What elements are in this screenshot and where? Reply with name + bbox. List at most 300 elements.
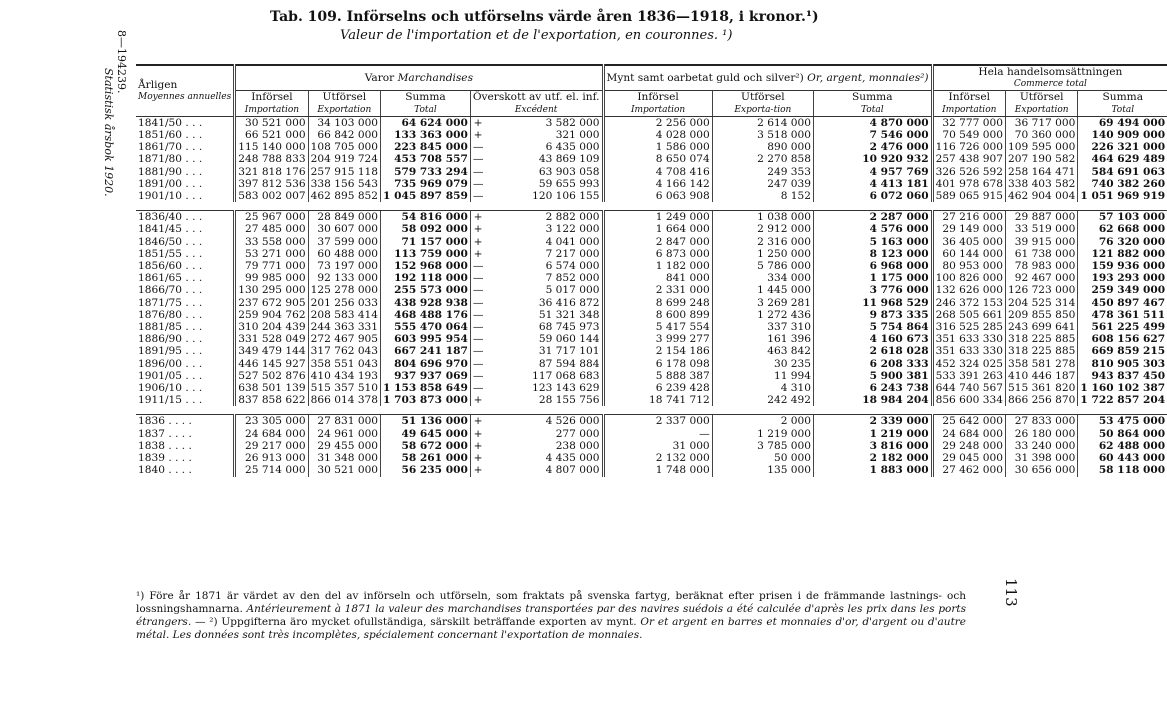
value-cell: — — [470, 345, 485, 357]
period-cell: 1901/05 . . . — [138, 369, 203, 382]
value-cell: 33 240 000 — [1005, 440, 1077, 452]
value-cell: — — [470, 153, 485, 165]
period-cell: 1837 . . . . — [138, 427, 192, 440]
value-cell: 56 235 000 — [381, 464, 471, 476]
value-cell: 555 470 064 — [381, 321, 471, 333]
value-cell: 1 883 000 — [814, 464, 933, 476]
period-cell: 1871/75 . . . — [138, 296, 203, 309]
value-cell: 453 708 557 — [381, 153, 471, 165]
period-cell: 1851/55 . . . — [138, 247, 203, 260]
table-row — [136, 272, 1167, 284]
trade-value-table — [136, 64, 1167, 477]
value-cell: — — [470, 190, 485, 202]
value-cell: 1 182 000 — [603, 260, 712, 272]
value-cell: 7 217 000 — [545, 247, 600, 260]
value-cell: 59 060 144 — [538, 333, 600, 346]
value-cell: 121 882 000 — [1078, 248, 1167, 260]
period-cell: 1866/70 . . . — [138, 284, 203, 297]
table-row — [136, 358, 1167, 370]
table-body — [136, 116, 1167, 476]
value-cell: 1 703 873 000 — [381, 394, 471, 406]
period-cell: 1871/80 . . . — [138, 153, 203, 166]
value-cell: 66 842 000 — [308, 129, 380, 141]
value-cell: 804 696 970 — [381, 358, 471, 370]
value-cell: 126 723 000 — [1005, 284, 1077, 296]
value-cell: 226 321 000 — [1078, 141, 1167, 153]
value-cell: 58 118 000 — [1078, 464, 1167, 476]
value-cell: 18 741 712 — [603, 394, 712, 406]
value-cell: 579 733 294 — [381, 166, 471, 178]
value-cell: 272 467 905 — [308, 333, 380, 345]
value-cell: 4 028 000 — [603, 129, 712, 141]
value-cell: 527 502 876 — [235, 370, 308, 382]
value-cell: 1 045 897 859 — [381, 190, 471, 202]
value-cell: 58 261 000 — [381, 452, 471, 464]
value-cell: 24 684 000 — [235, 428, 308, 440]
table-row — [136, 129, 1167, 141]
period-cell: 1841/50 . . . — [138, 116, 203, 129]
value-cell: 669 859 215 — [1078, 345, 1167, 357]
value-cell: 120 106 155 — [532, 190, 600, 203]
value-cell: 29 455 000 — [308, 440, 380, 452]
value-cell: 2 287 000 — [814, 211, 933, 224]
value-cell: 446 145 927 — [235, 358, 308, 370]
value-cell: 1 748 000 — [603, 464, 712, 476]
value-cell: 533 391 263 — [932, 370, 1005, 382]
period-cell: 1856/60 . . . — [138, 260, 203, 273]
value-cell: — — [470, 178, 485, 190]
value-cell: 31 717 101 — [538, 345, 600, 358]
value-cell: 1 051 969 919 — [1078, 190, 1167, 202]
table-row — [136, 415, 1167, 428]
value-cell: 644 740 567 — [932, 382, 1005, 394]
total-import-header: Införsel Importation — [932, 91, 1005, 116]
value-cell: 237 672 905 — [235, 297, 308, 309]
value-cell: 117 068 683 — [532, 369, 600, 382]
footnotes — [136, 590, 966, 642]
value-cell: 36 416 872 — [538, 296, 600, 309]
coin-header: Mynt samt oarbetat guld och silver²) Or, argent, monnaies²) — [603, 65, 932, 91]
value-cell: 53 475 000 — [1078, 415, 1167, 428]
value-cell: 78 983 000 — [1005, 260, 1077, 272]
value-cell: — — [470, 382, 485, 394]
value-cell: 66 521 000 — [235, 129, 308, 141]
value-cell: 29 045 000 — [932, 452, 1005, 464]
value-cell: — — [470, 272, 485, 284]
value-cell: 2 847 000 — [603, 236, 712, 248]
value-cell: 36 717 000 — [1005, 116, 1077, 129]
period-cell: 1896/00 . . . — [138, 357, 203, 370]
value-cell: + — [470, 236, 485, 248]
value-cell: 58 672 000 — [381, 440, 471, 452]
value-cell: 6 239 428 — [603, 382, 712, 394]
value-cell: 259 904 762 — [235, 309, 308, 321]
value-cell: 130 295 000 — [235, 284, 308, 296]
table-row — [136, 211, 1167, 224]
period-cell: 1851/60 . . . — [138, 129, 203, 142]
value-cell: 79 771 000 — [235, 260, 308, 272]
table-subtitle: Valeur de l'importation et de l'exportation, en couronnes. ¹) — [340, 28, 733, 43]
value-cell: 54 816 000 — [381, 211, 471, 224]
value-cell: 255 573 000 — [381, 284, 471, 296]
value-cell: 5 163 000 — [814, 236, 933, 248]
value-cell: 7 852 000 — [545, 272, 600, 285]
value-cell: 310 204 439 — [235, 321, 308, 333]
value-cell: 4 870 000 — [814, 116, 933, 129]
value-cell: 4 526 000 — [485, 415, 603, 428]
value-cell: 11 994 — [712, 370, 813, 382]
table-row — [136, 153, 1167, 165]
table-row — [136, 190, 1167, 202]
value-cell: 326 526 592 — [932, 166, 1005, 178]
value-cell: 238 000 — [555, 439, 600, 452]
value-cell: 115 140 000 — [235, 141, 308, 153]
value-cell: 358 581 278 — [1005, 358, 1077, 370]
value-cell: 242 492 — [712, 394, 813, 406]
table-row — [136, 236, 1167, 248]
value-cell: 5 017 000 — [545, 284, 600, 297]
value-cell: 608 156 627 — [1078, 333, 1167, 345]
value-cell: 2 256 000 — [603, 116, 712, 129]
value-cell: 6 063 908 — [603, 190, 712, 202]
total-sum-header: Summa Total — [1078, 91, 1167, 116]
value-cell: 8 650 074 — [603, 153, 712, 165]
value-cell: 2 882 000 — [485, 211, 603, 224]
value-cell: 208 583 414 — [308, 309, 380, 321]
value-cell: 337 310 — [712, 321, 813, 333]
goods-import-header: Införsel Importation — [235, 91, 308, 116]
value-cell: 30 521 000 — [308, 464, 380, 476]
spacer — [136, 406, 1167, 415]
value-cell: 331 528 049 — [235, 333, 308, 345]
value-cell: 937 937 069 — [381, 370, 471, 382]
value-cell: 890 000 — [712, 141, 813, 153]
value-cell: 2 000 — [712, 415, 813, 428]
value-cell: 24 684 000 — [932, 428, 1005, 440]
table-row — [136, 248, 1167, 260]
spacer — [136, 202, 1167, 211]
value-cell: 33 558 000 — [235, 236, 308, 248]
value-cell: 60 488 000 — [308, 248, 380, 260]
value-cell: 5 786 000 — [712, 260, 813, 272]
period-cell: 1839 . . . . — [138, 452, 192, 465]
table-row — [136, 284, 1167, 296]
value-cell: — — [470, 309, 485, 321]
value-cell: 268 505 661 — [932, 309, 1005, 321]
value-cell: 584 691 063 — [1078, 166, 1167, 178]
value-cell: 351 633 330 — [932, 345, 1005, 357]
value-cell: 6 435 000 — [545, 141, 600, 154]
value-cell: 140 909 000 — [1078, 129, 1167, 141]
value-cell: — — [470, 297, 485, 309]
table-row — [136, 394, 1167, 406]
value-cell: 246 372 153 — [932, 297, 1005, 309]
table-row — [136, 321, 1167, 333]
value-cell: 2 270 858 — [712, 153, 813, 165]
value-cell: — — [470, 370, 485, 382]
value-cell: 33 519 000 — [1005, 223, 1077, 235]
value-cell: 18 984 204 — [814, 394, 933, 406]
value-cell: 31 000 — [603, 440, 712, 452]
value-cell: 410 446 187 — [1005, 370, 1077, 382]
table-row — [136, 297, 1167, 309]
value-cell: 71 157 000 — [381, 236, 471, 248]
value-cell: 26 180 000 — [1005, 428, 1077, 440]
value-cell: 223 845 000 — [381, 141, 471, 153]
value-cell: 73 197 000 — [308, 260, 380, 272]
value-cell: — — [470, 321, 485, 333]
value-cell: 5 888 387 — [603, 370, 712, 382]
value-cell: 3 122 000 — [545, 223, 600, 236]
value-cell: 3 816 000 — [814, 440, 933, 452]
value-cell: 4 807 000 — [545, 464, 600, 477]
value-cell: 1 038 000 — [712, 211, 813, 224]
value-cell: + — [470, 223, 485, 235]
footnote-2-fr: Or et argent en barres et monnaies d'or, d'argent ou d'autre métal. Les données sont très incomplètes, spécialement concernant l'exportation de monnaies. — [136, 616, 967, 641]
value-cell: — — [603, 428, 712, 440]
value-cell: 8 152 — [712, 190, 813, 202]
value-cell: 6 873 000 — [603, 248, 712, 260]
value-cell: 152 968 000 — [381, 260, 471, 272]
value-cell: 3 999 277 — [603, 333, 712, 345]
value-cell: 257 438 907 — [932, 153, 1005, 165]
value-cell: + — [470, 440, 485, 452]
value-cell: 60 443 000 — [1078, 452, 1167, 464]
value-cell: 397 812 536 — [235, 178, 308, 190]
value-cell: 837 858 622 — [235, 394, 308, 406]
value-cell: 204 919 724 — [308, 153, 380, 165]
value-cell: 133 363 000 — [381, 129, 471, 141]
table-row — [136, 223, 1167, 235]
value-cell: 3 785 000 — [712, 440, 813, 452]
value-cell: 92 133 000 — [308, 272, 380, 284]
value-cell: 515 357 510 — [308, 382, 380, 394]
footnote-2-sv: — ²) Uppgifterna äro mycket ofullständiga, särskilt beträffande exporten av mynt. — [194, 616, 637, 628]
value-cell: 841 000 — [603, 272, 712, 284]
value-cell: 463 842 — [712, 345, 813, 357]
value-cell: 247 039 — [712, 178, 813, 190]
value-cell: 92 467 000 — [1005, 272, 1077, 284]
value-cell: 4 576 000 — [814, 223, 933, 235]
value-cell: + — [470, 129, 485, 141]
value-cell: 338 156 543 — [308, 178, 380, 190]
value-cell: 589 065 915 — [932, 190, 1005, 202]
value-cell: 26 913 000 — [235, 452, 308, 464]
value-cell: 2 182 000 — [814, 452, 933, 464]
value-cell: 31 348 000 — [308, 452, 380, 464]
value-cell: + — [470, 248, 485, 260]
value-cell: 10 920 932 — [814, 153, 933, 165]
value-cell: 27 833 000 — [1005, 415, 1077, 428]
value-cell: 462 904 004 — [1005, 190, 1077, 202]
value-cell: 3 518 000 — [712, 129, 813, 141]
value-cell: 358 551 043 — [308, 358, 380, 370]
value-cell: 1 250 000 — [712, 248, 813, 260]
period-cell: 1881/85 . . . — [138, 321, 203, 334]
value-cell: 2 337 000 — [603, 415, 712, 428]
period-cell: 1836/40 . . . — [136, 211, 235, 224]
value-cell: 100 826 000 — [932, 272, 1005, 284]
value-cell: 4 413 181 — [814, 178, 933, 190]
value-cell: 3 269 281 — [712, 297, 813, 309]
value-cell: 7 546 000 — [814, 129, 933, 141]
value-cell: 201 256 033 — [308, 297, 380, 309]
value-cell: 1 219 000 — [712, 428, 813, 440]
value-cell: 603 995 954 — [381, 333, 471, 345]
value-cell: 135 000 — [712, 464, 813, 476]
row-gap — [136, 202, 1167, 211]
value-cell: 316 525 285 — [932, 321, 1005, 333]
period-cell: 1906/10 . . . — [138, 382, 203, 395]
goods-export-header: Utförsel Exportation — [308, 91, 380, 116]
value-cell: 51 321 348 — [538, 308, 600, 321]
value-cell: + — [470, 452, 485, 464]
value-cell: + — [470, 116, 485, 129]
value-cell: 32 777 000 — [932, 116, 1005, 129]
period-cell: 1846/50 . . . — [138, 235, 203, 248]
value-cell: 25 714 000 — [235, 464, 308, 476]
value-cell: 1 153 858 649 — [381, 382, 471, 394]
table-row — [136, 178, 1167, 190]
goods-surplus-header: Överskott av utf. el. inf. Excédent — [470, 91, 603, 116]
value-cell: 1 272 436 — [712, 309, 813, 321]
value-cell: 318 225 885 — [1005, 345, 1077, 357]
value-cell: 740 382 260 — [1078, 178, 1167, 190]
value-cell: 27 216 000 — [932, 211, 1005, 224]
value-cell: 192 118 000 — [381, 272, 471, 284]
value-cell: 61 738 000 — [1005, 248, 1077, 260]
value-cell: 28 155 756 — [538, 394, 600, 407]
table-row — [136, 452, 1167, 464]
value-cell: 317 762 043 — [308, 345, 380, 357]
value-cell: — — [470, 333, 485, 345]
table-row — [136, 309, 1167, 321]
value-cell: + — [470, 415, 485, 428]
value-cell: 70 360 000 — [1005, 129, 1077, 141]
value-cell: 204 525 314 — [1005, 297, 1077, 309]
value-cell: 8 123 000 — [814, 248, 933, 260]
period-cell: 1840 . . . . — [138, 464, 192, 477]
signature-mark: 8—194239. — [115, 30, 128, 94]
table-row — [136, 370, 1167, 382]
value-cell: 277 000 — [555, 427, 600, 440]
value-cell: 116 726 000 — [932, 141, 1005, 153]
value-cell: 27 485 000 — [235, 223, 308, 235]
table-row — [136, 166, 1167, 178]
value-cell: 31 398 000 — [1005, 452, 1077, 464]
value-cell: 248 788 833 — [235, 153, 308, 165]
value-cell: 125 278 000 — [308, 284, 380, 296]
value-cell: 667 241 187 — [381, 345, 471, 357]
period-cell: 1911/15 . . . — [138, 394, 203, 407]
value-cell: 30 656 000 — [1005, 464, 1077, 476]
value-cell: 1 586 000 — [603, 141, 712, 153]
value-cell: 257 915 118 — [308, 166, 380, 178]
value-cell: 2 618 028 — [814, 345, 933, 357]
period-cell: 1901/10 . . . — [138, 190, 203, 203]
value-cell: 6 178 098 — [603, 358, 712, 370]
value-cell: 28 849 000 — [308, 211, 380, 224]
value-cell: 4 435 000 — [545, 452, 600, 465]
value-cell: 478 361 511 — [1078, 309, 1167, 321]
value-cell: 64 624 000 — [381, 116, 471, 129]
coin-import-header: Införsel Importation — [603, 91, 712, 116]
value-cell: 2 154 186 — [603, 345, 712, 357]
period-cell: 1876/80 . . . — [138, 308, 203, 321]
period-cell: 1841/45 . . . — [138, 223, 203, 236]
value-cell: 27 462 000 — [932, 464, 1005, 476]
value-cell: 3 582 000 — [545, 116, 600, 129]
value-cell: 321 000 — [555, 129, 600, 142]
value-cell: 2 339 000 — [814, 415, 933, 428]
value-cell: + — [470, 428, 485, 440]
value-cell: — — [470, 166, 485, 178]
value-cell: 810 905 303 — [1078, 358, 1167, 370]
value-cell: 3 776 000 — [814, 284, 933, 296]
value-cell: 866 014 378 — [308, 394, 380, 406]
footnote-1-fr: Antérieurement à 1871 la valeur des marchandises transportées par des navires suédois a été calculée d'après les prix dans les ports étrangers. — [136, 603, 966, 628]
value-cell: 99 985 000 — [235, 272, 308, 284]
value-cell: 450 897 467 — [1078, 297, 1167, 309]
value-cell: 6 243 738 — [814, 382, 933, 394]
value-cell: 29 248 000 — [932, 440, 1005, 452]
value-cell: 243 699 641 — [1005, 321, 1077, 333]
value-cell: 87 594 884 — [538, 357, 600, 370]
value-cell: 6 208 333 — [814, 358, 933, 370]
table-title: Tab. 109. Införselns och utförselns värde åren 1836—1918, i kronor.¹) — [270, 9, 819, 25]
value-cell: 259 349 000 — [1078, 284, 1167, 296]
value-cell: 132 626 000 — [932, 284, 1005, 296]
value-cell: 29 217 000 — [235, 440, 308, 452]
value-cell: 207 190 582 — [1005, 153, 1077, 165]
value-cell: 4 310 — [712, 382, 813, 394]
value-cell: 249 353 — [712, 166, 813, 178]
row-gap — [136, 406, 1167, 415]
value-cell: 318 225 885 — [1005, 333, 1077, 345]
value-cell: 244 363 331 — [308, 321, 380, 333]
value-cell: 452 324 025 — [932, 358, 1005, 370]
value-cell: — — [470, 260, 485, 272]
value-cell: 27 831 000 — [308, 415, 380, 428]
value-cell: 410 434 193 — [308, 370, 380, 382]
value-cell: 2 331 000 — [603, 284, 712, 296]
footnote-1-sv: ¹) Före år 1871 är värdet av den del av införseln och utförseln, som fraktats på svenska fartyg, beräknat efter prisen i de främmande lastnings- och lossningshamnarna. — [136, 590, 966, 615]
value-cell: 69 494 000 — [1078, 116, 1167, 129]
table-row — [136, 440, 1167, 452]
value-cell: 1 249 000 — [603, 211, 712, 224]
value-cell: 4 708 416 — [603, 166, 712, 178]
value-cell: 638 501 139 — [235, 382, 308, 394]
page-number: 113 — [1002, 578, 1020, 607]
goods-header: Varor Marchandises — [235, 65, 603, 91]
value-cell: 30 235 — [712, 358, 813, 370]
table-row — [136, 116, 1167, 129]
value-cell: 50 000 — [712, 452, 813, 464]
value-cell: 63 903 058 — [538, 165, 600, 178]
value-cell: 5 754 864 — [814, 321, 933, 333]
value-cell: 8 600 899 — [603, 309, 712, 321]
value-cell: 70 549 000 — [932, 129, 1005, 141]
value-cell: 9 873 335 — [814, 309, 933, 321]
value-cell: 4 160 673 — [814, 333, 933, 345]
value-cell: 30 521 000 — [235, 116, 308, 129]
value-cell: 401 978 678 — [932, 178, 1005, 190]
value-cell: 6 072 060 — [814, 190, 933, 202]
value-cell: 735 969 079 — [381, 178, 471, 190]
value-cell: 5 417 554 — [603, 321, 712, 333]
value-cell: 2 912 000 — [712, 223, 813, 235]
value-cell: 58 092 000 — [381, 223, 471, 235]
